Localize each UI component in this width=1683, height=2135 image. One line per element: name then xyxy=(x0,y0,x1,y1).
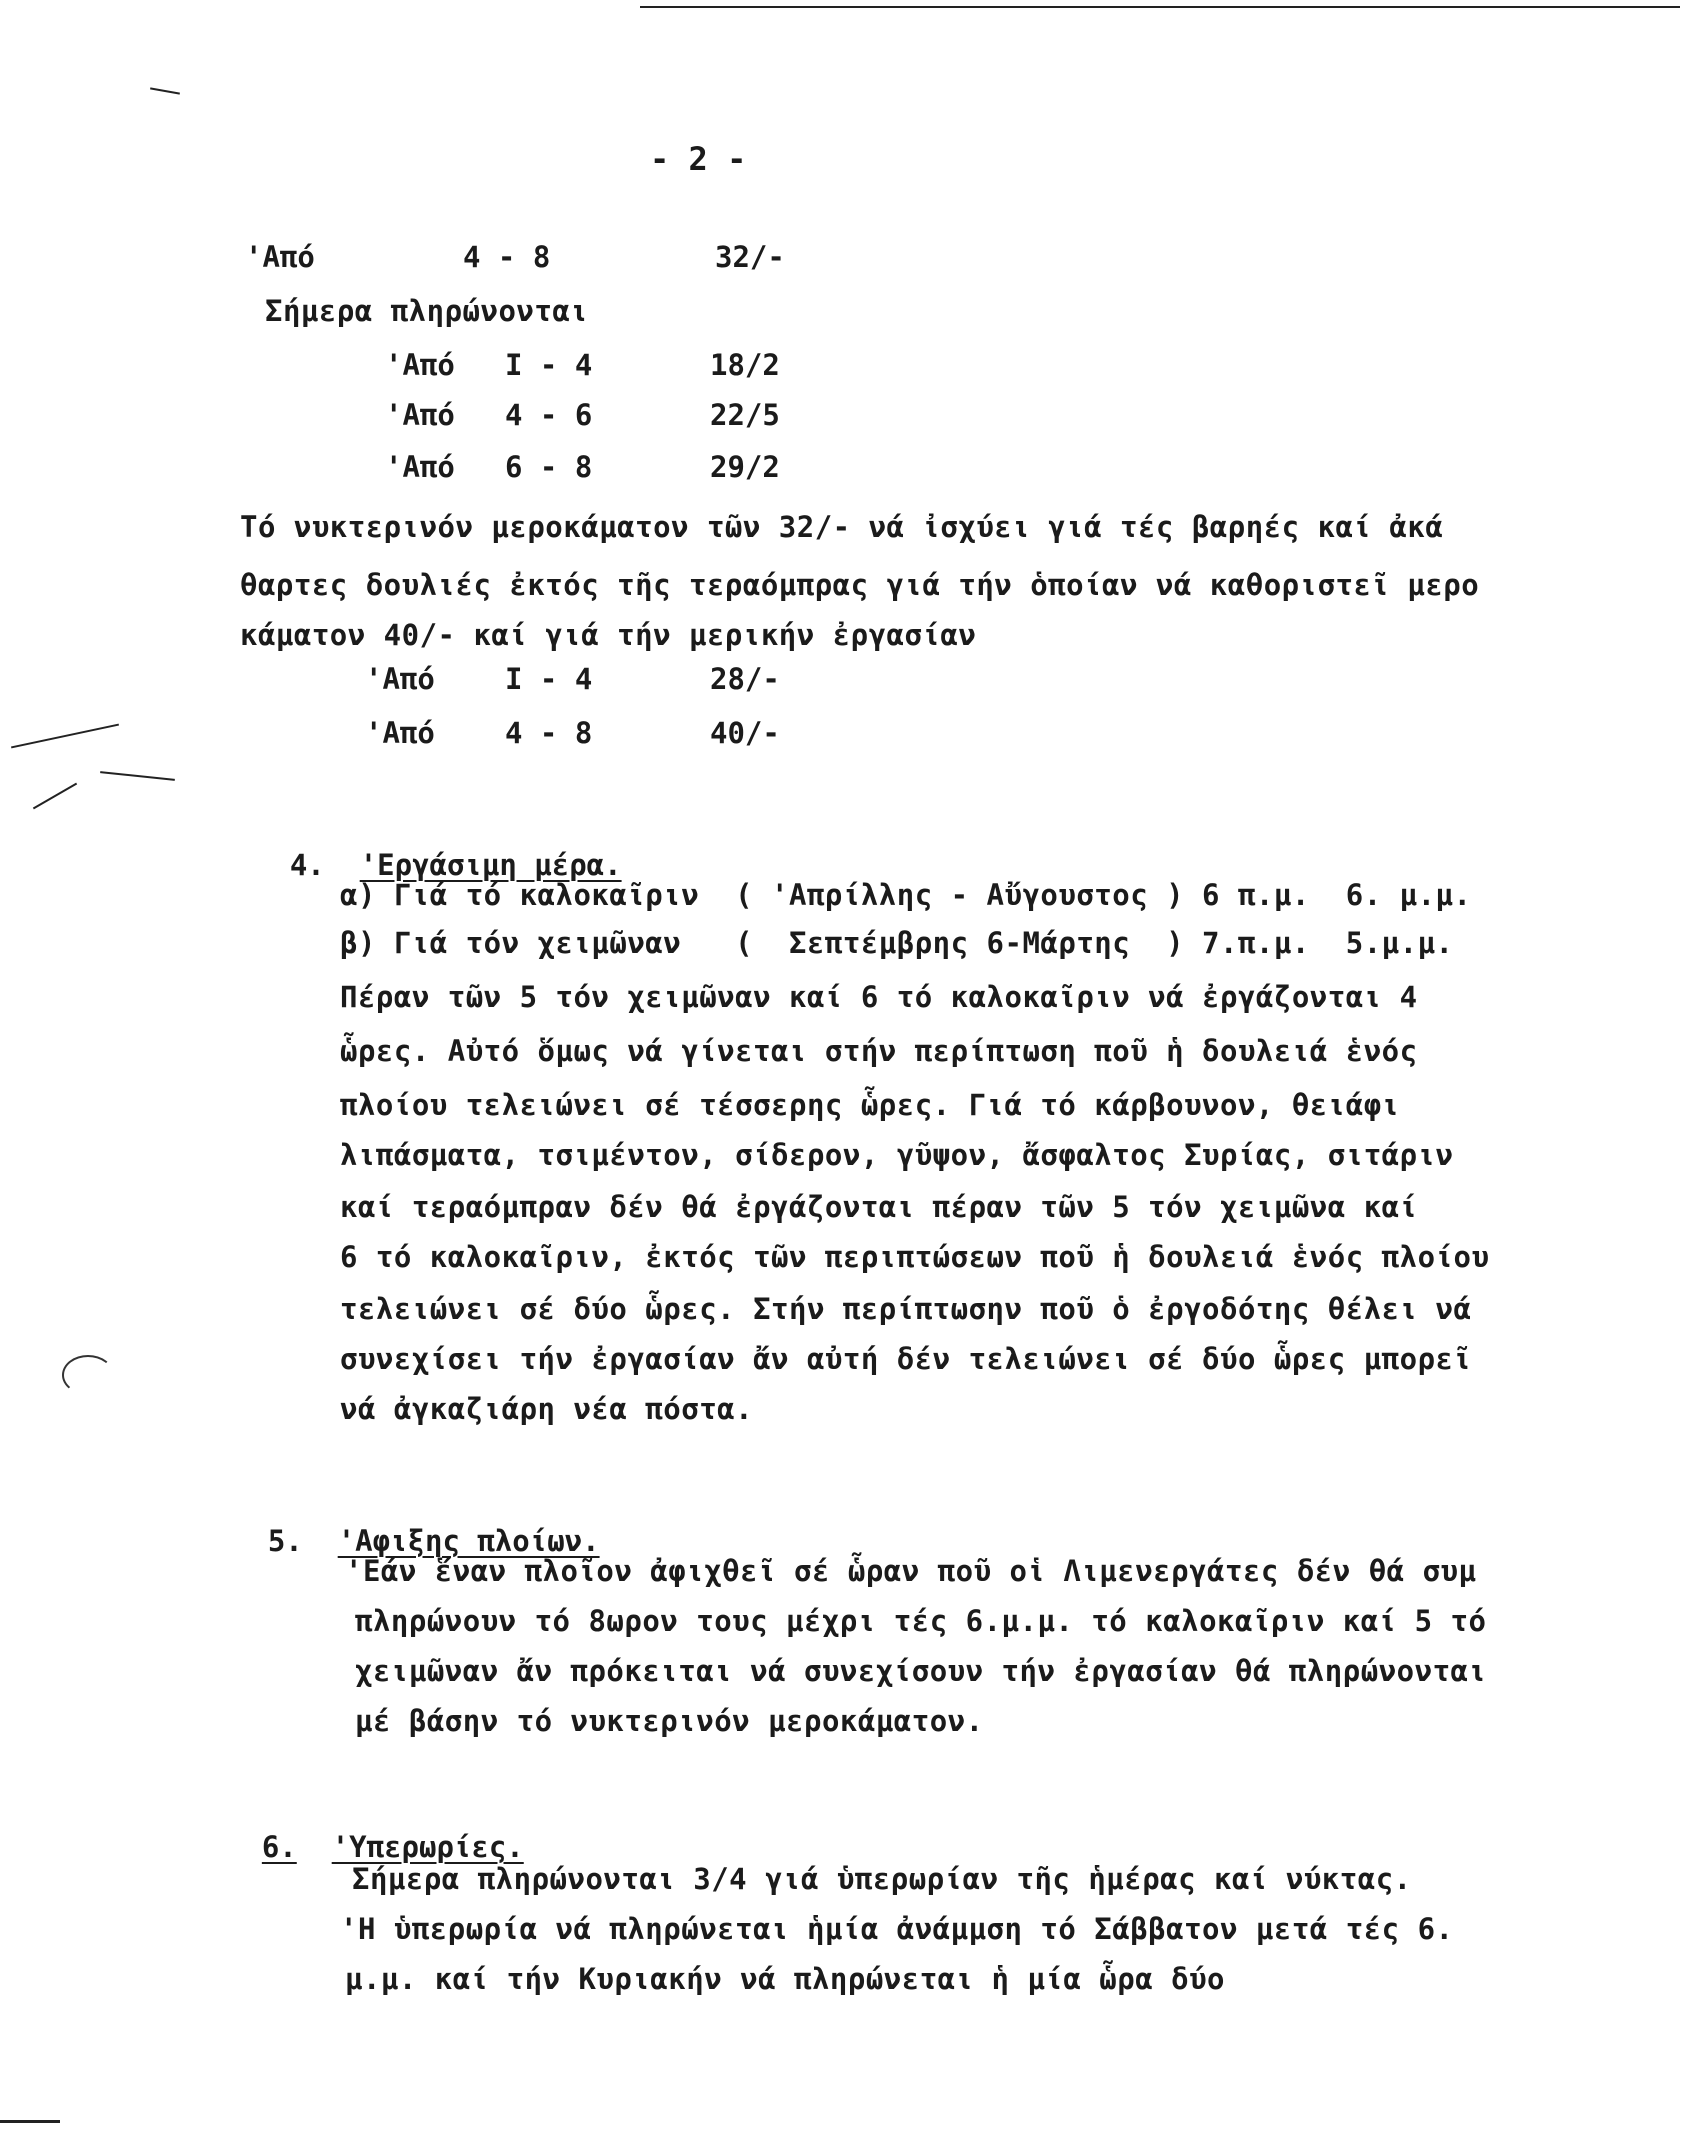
scan-top-line xyxy=(640,6,1680,8)
scan-left-scribble xyxy=(100,771,175,781)
rate-value: 32/- xyxy=(715,240,785,274)
scan-left-scribble xyxy=(11,724,119,749)
rate-range: I - 4 xyxy=(505,662,593,696)
section-5-line: πληρώνουν τό 8ωρον τους μέχρι τές 6.μ.μ. τό καλοκαῖριν καί 5 τό xyxy=(355,1604,1487,1638)
rate-value: 40/- xyxy=(710,716,780,750)
section-5-line: χειμῶναν ἄν πρόκειται νά συνεχίσουν τήν ἐργασίαν θά πληρώνονται xyxy=(355,1654,1487,1688)
scan-left-mark xyxy=(150,87,180,94)
section-number: 6. xyxy=(261,1830,297,1864)
section-6-line: Σήμερα πληρώνονται 3/4 γιά ὑπερωρίαν τῆς ἡμέρας καί νύκτας. xyxy=(352,1862,1412,1896)
section-title: 'Εργάσιμη μέρα. xyxy=(359,848,622,882)
rate-label: 'Από xyxy=(245,240,315,274)
page-number: - 2 - xyxy=(650,140,747,178)
rate-value: 22/5 xyxy=(710,398,780,432)
section-4-line: λιπάσματα, τσιμέντον, σίδερον, γῦψον, ἄσφαλτος Συρίας, σιτάριν xyxy=(340,1138,1454,1172)
rate-value: 18/2 xyxy=(710,348,780,382)
scan-bottom-line xyxy=(0,2120,60,2123)
section-4-line: τελειώνει σέ δύο ὧρες. Στήν περίπτωσην ποῦ ὁ ἐργοδότης θέλει νά xyxy=(340,1292,1472,1326)
section-title: 'Αφιξης πλοίων. xyxy=(337,1524,600,1558)
rate-range: 4 - 6 xyxy=(505,398,593,432)
section-4-line: νά ἀγκαζιάρη νέα πόστα. xyxy=(340,1392,754,1426)
section-4-line: πλοίου τελειώνει σέ τέσσερης ὧρες. Γιά τό κάρβουνον, θειάφι xyxy=(340,1088,1400,1122)
rate-label: 'Από xyxy=(385,348,455,382)
section-4-line: καί τεραόμπραν δέν θά ἐργάζονται πέραν τῶν 5 τόν χειμῶνα καί xyxy=(340,1190,1418,1224)
intro-line: Σήμερα πληρώνονται xyxy=(265,294,589,328)
rate-value: 28/- xyxy=(710,662,780,696)
scan-circle-mark xyxy=(62,1355,114,1395)
night-paragraph-line: κάματον 40/- καί γιά τήν μερικήν ἐργασίαν xyxy=(240,618,977,652)
scan-left-scribble xyxy=(33,783,77,810)
night-paragraph-line: θαρτες δουλιές ἐκτός τῆς τεραόμπρας γιά τήν ὁποίαν νά καθοριστεῖ μερο xyxy=(240,568,1480,602)
section-6-line: 'Η ὑπερωρία νά πληρώνεται ἡμία ἀνάμμση τό Σάββατον μετά τές 6. xyxy=(340,1912,1454,1946)
section-title: 'Υπερωρίες. xyxy=(331,1830,524,1864)
night-paragraph-line: Τό νυκτερινόν μεροκάματον τῶν 32/- νά ἰσχύει γιά τές βαρηές καί ἀκά xyxy=(240,510,1444,544)
rate-label: 'Από xyxy=(385,450,455,484)
rate-label: 'Από xyxy=(385,398,455,432)
section-5-line: 'Εάν ἕναν πλοῖον ἀφιχθεῖ σέ ὧραν ποῦ οἱ Λιμενεργάτες δέν θά συμ xyxy=(345,1554,1477,1588)
rate-label: 'Από xyxy=(365,662,435,696)
rate-range: 4 - 8 xyxy=(463,240,551,274)
rate-label: 'Από xyxy=(365,716,435,750)
section-number: 5. xyxy=(267,1524,303,1558)
section-4-line: α) Γιά τό καλοκαῖριν ( 'Απρίλλης - Αὔγουστος ) 6 π.μ. 6. μ.μ. xyxy=(340,878,1472,912)
section-4-line: ὧρες. Αὐτό ὅμως νά γίνεται στήν περίπτωση ποῦ ἡ δουλειά ἑνός xyxy=(340,1034,1418,1068)
section-5-line: μέ βάσην τό νυκτερινόν μεροκάματον. xyxy=(355,1704,984,1738)
section-6-line: μ.μ. καί τήν Κυριακήν νά πληρώνεται ἡ μία ὧρα δύο xyxy=(345,1962,1226,1996)
rate-range: I - 4 xyxy=(505,348,593,382)
rate-range: 4 - 8 xyxy=(505,716,593,750)
section-4-line: συνεχίσει τήν ἐργασίαν ἄν αὐτή δέν τελειώνει σέ δύο ὧρες μπορεῖ xyxy=(340,1342,1472,1376)
rate-value: 29/2 xyxy=(710,450,780,484)
rate-range: 6 - 8 xyxy=(505,450,593,484)
section-4-line: β) Γιά τόν χειμῶναν ( Σεπτέμβρης 6-Μάρτης ) 7.π.μ. 5.μ.μ. xyxy=(340,926,1454,960)
section-4-line: Πέραν τῶν 5 τόν χειμῶναν καί 6 τό καλοκαῖριν νά ἐργάζονται 4 xyxy=(340,980,1418,1014)
section-4-line: 6 τό καλοκαῖριν, ἐκτός τῶν περιπτώσεων ποῦ ἡ δουλειά ἑνός πλοίου xyxy=(340,1240,1490,1274)
section-number: 4. xyxy=(289,848,325,882)
